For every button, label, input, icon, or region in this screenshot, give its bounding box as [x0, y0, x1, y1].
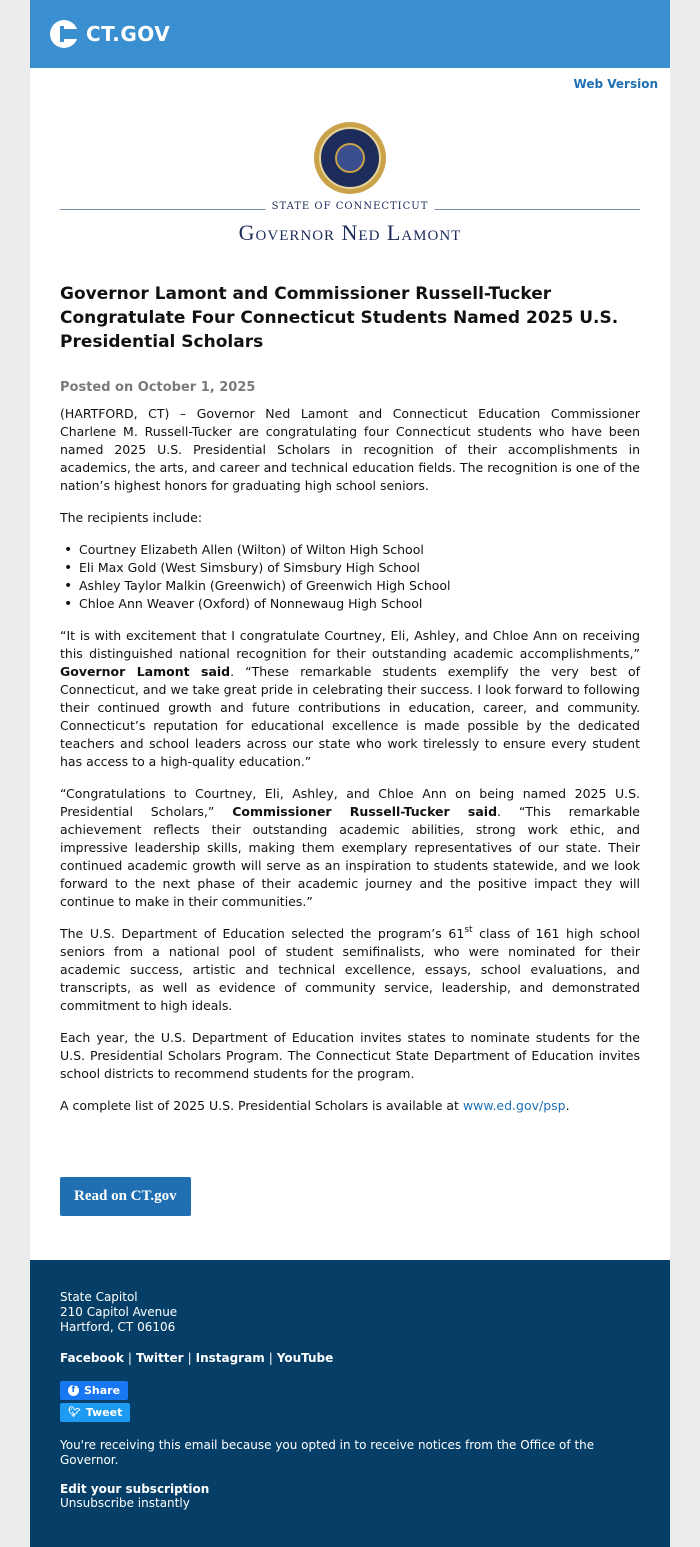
quote-speaker: Commissioner Russell-Tucker said	[232, 804, 498, 819]
paragraph-text: A complete list of 2025 U.S. Presidential Scholars is available at	[60, 1098, 463, 1113]
twitter-bird-icon: 🐦︎	[68, 1407, 81, 1418]
state-line	[60, 200, 640, 218]
youtube-link[interactable]: YouTube	[276, 1351, 334, 1365]
twitter-link[interactable]: Twitter	[135, 1351, 184, 1365]
list-item: • Chloe Ann Weaver (Oxford) of Nonnewaug High School	[79, 595, 640, 613]
seal-icon	[314, 122, 386, 194]
address-line: 210 Capitol Avenue	[60, 1305, 178, 1319]
address-line: Hartford, CT 06106	[60, 1320, 176, 1334]
address-line: State Capitol	[60, 1290, 138, 1304]
share-label: Share	[84, 1384, 121, 1397]
quote-text: “Congratulations to Courtney, Eli, Ashley, and Chloe Ann on being named 2025 U.S. Presidential Scholars,”	[60, 786, 640, 819]
psp-link[interactable]: www.ed.gov/psp	[462, 1098, 566, 1113]
quote-text: . “This remarkable achievement reflects their outstanding academic abilities, strong work ethic, and impressive leadership skills, making them exemplary representatives of our state. Their continued academic growth will serve as an inspiration to students statewide, and we look forward to the next phase of their academic journey and the positive impact they will continue to make in their communities.”	[60, 804, 640, 909]
paragraph-recipients-intro: The recipients include:	[60, 510, 203, 525]
paragraph-text: class of 161 high school seniors from a national pool of student semifinalists, who were nominated for their academic success, artistic and technical excellence, essays, school evaluations, and transcripts, as well as evidence of community service, leadership, and demonstrated commitment to high ideals.	[60, 926, 640, 1013]
facebook-link[interactable]: Facebook	[60, 1351, 124, 1365]
topbar	[30, 68, 670, 110]
paragraph-selection	[60, 925, 640, 1015]
quote-text: “It is with excitement that I congratulate Courtney, Eli, Ashley, and Chloe Ann on receiving this distinguished national recognition for their outstanding academic accomplishments,”	[60, 628, 640, 661]
email-container	[30, 0, 670, 1547]
list-item: • Ashley Taylor Malkin (Greenwich) of Greenwich High School	[79, 577, 640, 595]
paragraph-list-link	[60, 1097, 640, 1115]
state-seal	[30, 122, 670, 194]
read-button-wrap	[60, 1177, 640, 1260]
paragraph-commissioner-quote	[60, 785, 640, 911]
quote-text: . “These remarkable students exemplify the very best of Connecticut, and we take great pride in celebrating their success. I look forward to following their continued growth and future contributions in education, career, and community. Connecticut’s reputation for educational excellence is made possible by the dedicated teachers and school leaders across our state who work tirelessly to ensure every student has access to a high-quality education.”	[60, 664, 640, 769]
ctgov-logo-icon	[50, 20, 78, 48]
unsubscribe-link[interactable]: Unsubscribe instantly	[60, 1496, 190, 1510]
paragraph-intro: (HARTFORD, CT) – Governor Ned Lamont and Connecticut Education Commissioner Charlene M. Russell-Tucker are congratulating four Connecticut students who have been named 2025 U.S. Presidential Scholars in recognition of their accomplishments in academics, the arts, and career and technical education fields. The recognition is one of the nation’s highest honors for graduating high school seniors.	[60, 406, 640, 493]
list-item: • Courtney Elizabeth Allen (Wilton) of Wilton High School	[79, 541, 640, 559]
footer	[30, 1260, 670, 1547]
web-version-link[interactable]: Web Version	[573, 77, 658, 91]
posted-date: Posted on October 1, 2025	[60, 380, 256, 395]
tweet-label: Tweet	[85, 1406, 123, 1419]
edit-subscription-link[interactable]: Edit your subscription	[60, 1482, 210, 1496]
separator: |	[187, 1351, 192, 1365]
instagram-link[interactable]: Instagram	[195, 1351, 265, 1365]
facebook-share-button[interactable]	[60, 1381, 128, 1400]
ordinal-suffix: st	[464, 925, 473, 935]
paragraph-text: The U.S. Department of Education selected the program’s 61	[60, 926, 465, 941]
quote-speaker: Governor Lamont said	[60, 664, 231, 679]
article-title: Governor Lamont and Commissioner Russell-Tucker Congratulate Four Connecticut Students Named 2025 U.S. Presidential Scholars	[60, 284, 619, 352]
read-on-ctgov-button[interactable]: Read on CT.gov	[60, 1177, 191, 1216]
address	[60, 1290, 640, 1335]
subscription-notice: You're receiving this email because you opted in to receive notices from the Office of the Governor.	[60, 1438, 595, 1467]
facebook-icon: f	[68, 1385, 79, 1396]
paragraph-program: Each year, the U.S. Department of Education invites states to nominate students for the U.S. Presidential Scholars Program. The Connecticut State Department of Education invites school districts to recommend students for the program.	[60, 1030, 640, 1081]
separator: |	[127, 1351, 132, 1365]
governor-name: Governor Ned Lamont	[238, 220, 462, 245]
ctgov-header	[30, 0, 670, 68]
share-buttons	[60, 1377, 640, 1422]
social-links	[60, 1351, 640, 1365]
ctgov-logo-text: CT.GOV	[86, 22, 171, 46]
tweet-button[interactable]	[60, 1403, 130, 1422]
paragraph-governor-quote	[60, 627, 640, 771]
list-item: • Eli Max Gold (West Simsbury) of Simsbury High School	[79, 559, 640, 577]
paragraph-text: .	[565, 1098, 570, 1113]
separator: |	[268, 1351, 273, 1365]
recipients-list	[79, 541, 640, 613]
article-body	[30, 282, 670, 1260]
state-label: STATE OF CONNECTICUT	[266, 201, 435, 212]
